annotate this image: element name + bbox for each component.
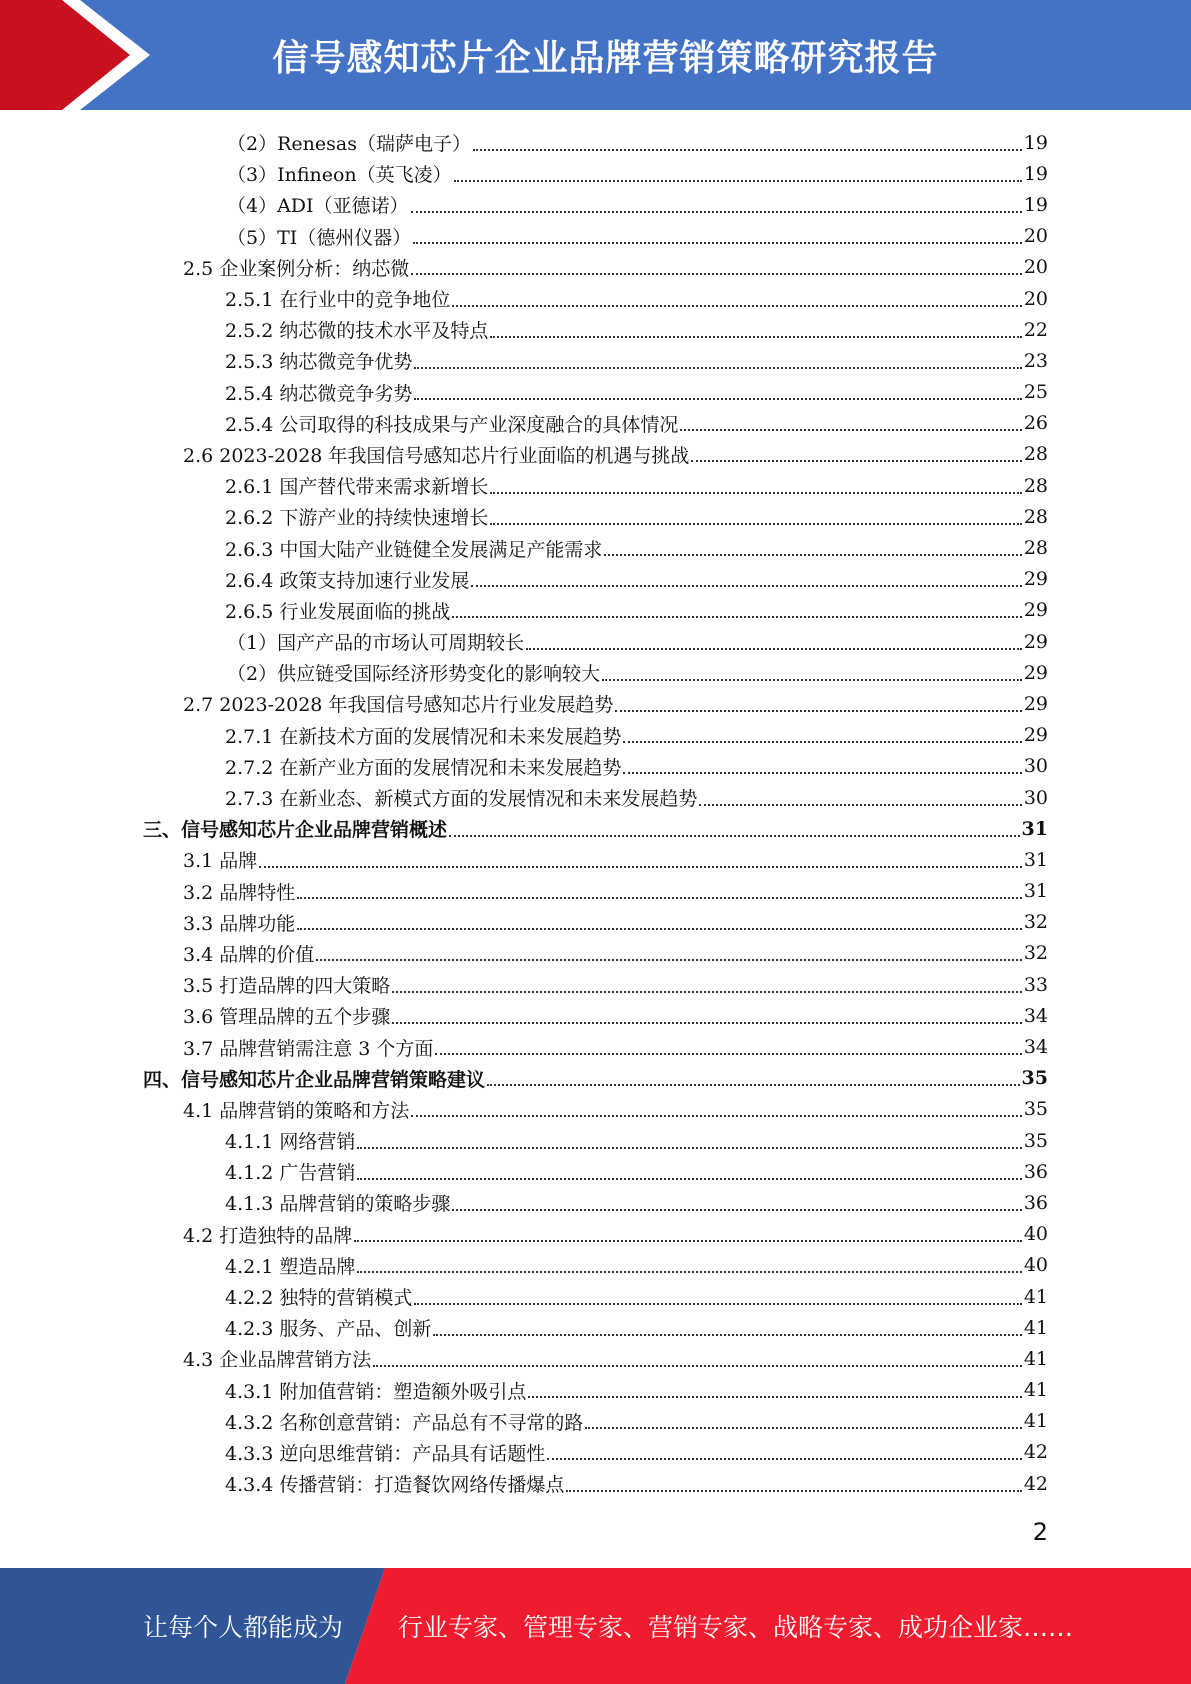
- toc-entry-title: 2.5.1 在行业中的竞争地位: [225, 289, 451, 312]
- toc-entry[interactable]: [0, 782, 1191, 813]
- toc-entry[interactable]: [0, 657, 1191, 688]
- toc-entry[interactable]: [0, 1250, 1191, 1281]
- toc-entry-page: 34: [1023, 1036, 1048, 1059]
- toc-entry[interactable]: [0, 408, 1191, 439]
- toc-dot-leader: [526, 648, 1022, 650]
- toc-entry-page: 23: [1023, 349, 1048, 372]
- toc-dot-leader: [471, 585, 1021, 587]
- toc-entry[interactable]: [0, 1125, 1191, 1156]
- toc-entry-title: （2）供应链受国际经济形势变化的影响较大: [227, 663, 601, 686]
- toc-dot-leader: [680, 429, 1021, 431]
- toc-entry-title: （1）国产产品的市场认可周期较长: [227, 632, 525, 655]
- toc-entry-page: 40: [1023, 1254, 1048, 1277]
- toc-entry-page: 20: [1023, 287, 1048, 310]
- toc-entry[interactable]: [0, 189, 1191, 220]
- toc-entry-page: 31: [1021, 817, 1048, 840]
- toc-dot-leader: [452, 305, 1021, 307]
- toc-entry-page: 35: [1021, 1067, 1048, 1090]
- toc-entry-title: 3.1 品牌: [183, 850, 258, 873]
- toc-entry-page: 29: [1023, 692, 1048, 715]
- toc-dot-leader: [414, 1303, 1021, 1305]
- toc-entry-title: 4.3 企业品牌营销方法: [183, 1349, 372, 1372]
- toc-entry[interactable]: [0, 751, 1191, 782]
- page-number: 2: [1032, 1518, 1048, 1546]
- page-header: [0, 0, 1191, 110]
- toc-entry-page: 31: [1023, 880, 1048, 903]
- toc-entry-title: 2.6.2 下游产业的持续快速增长: [225, 507, 489, 530]
- toc-dot-leader: [259, 866, 1022, 868]
- toc-entry-page: 30: [1023, 755, 1048, 778]
- toc-dot-leader: [392, 991, 1022, 993]
- toc-entry-title: 2.7.2 在新产业方面的发展情况和未来发展趋势: [225, 756, 622, 779]
- toc-dot-leader: [392, 1022, 1022, 1024]
- toc-entry[interactable]: [0, 252, 1191, 283]
- toc-entry-title: 3.5 打造品牌的四大策略: [183, 975, 391, 998]
- toc-entry-title: 3.4 品牌的价值: [183, 943, 315, 966]
- toc-entry-title: 3.7 品牌营销需注意 3 个方面: [183, 1037, 434, 1060]
- toc-entry-title: 2.7 2023-2028 年我国信号感知芯片行业发展趋势: [183, 694, 614, 717]
- toc-entry-title: （4）ADI（亚德诺）: [227, 195, 409, 218]
- toc-dot-leader: [357, 1147, 1021, 1149]
- toc-entry[interactable]: [0, 345, 1191, 376]
- toc-entry-page: 32: [1023, 911, 1048, 934]
- toc-entry-page: 22: [1023, 318, 1048, 341]
- toc-entry-title: 4.2.3 服务、产品、创新: [225, 1318, 432, 1341]
- toc-dot-leader: [615, 710, 1021, 712]
- toc-entry-title: 4.3.4 传播营销：打造餐饮网络传播爆点: [225, 1474, 565, 1497]
- toc-dot-leader: [316, 959, 1022, 961]
- toc-entry-title: （3）Infineon（英飞凌）: [227, 164, 452, 187]
- toc-entry-title: 4.2.1 塑造品牌: [225, 1255, 356, 1278]
- footer-slogan-right: 行业专家、管理专家、营销专家、战略专家、成功企业家……: [398, 1613, 1074, 1642]
- toc-entry-page: 29: [1023, 724, 1048, 747]
- toc-entry[interactable]: [0, 844, 1191, 875]
- toc-entry-page: 36: [1023, 1160, 1048, 1183]
- toc-entry-page: 19: [1023, 162, 1048, 185]
- toc-entry[interactable]: [0, 1156, 1191, 1187]
- toc-entry-page: 33: [1023, 973, 1048, 996]
- toc-dot-leader: [297, 928, 1022, 930]
- toc-entry[interactable]: [0, 439, 1191, 470]
- toc-entry[interactable]: [0, 688, 1191, 719]
- toc-entry[interactable]: [0, 1375, 1191, 1406]
- footer-slogan-left: 让每个人都能成为: [143, 1613, 344, 1642]
- toc-entry-title: 4.1 品牌营销的策略和方法: [183, 1099, 410, 1122]
- toc-entry-title: 4.2.2 独特的营销模式: [225, 1287, 413, 1310]
- toc-entry-title: 4.1.2 广告营销: [225, 1162, 356, 1185]
- toc-entry[interactable]: [0, 938, 1191, 969]
- toc-dot-leader: [411, 273, 1022, 275]
- toc-entry[interactable]: [0, 1468, 1191, 1499]
- toc-entry-page: 34: [1023, 1004, 1048, 1027]
- toc-entry[interactable]: [0, 1437, 1191, 1468]
- toc-dot-leader: [297, 897, 1022, 899]
- toc-dot-leader: [566, 1490, 1021, 1492]
- toc-entry-page: 41: [1023, 1379, 1048, 1402]
- toc-entry-page: 26: [1023, 412, 1048, 435]
- toc-entry-page: 41: [1023, 1347, 1048, 1370]
- toc-entry[interactable]: [0, 1281, 1191, 1312]
- table-of-contents: [0, 127, 1191, 1499]
- toc-entry-page: 41: [1023, 1285, 1048, 1308]
- toc-entry[interactable]: [0, 314, 1191, 345]
- toc-entry-page: 30: [1023, 786, 1048, 809]
- toc-entry[interactable]: [0, 1187, 1191, 1218]
- toc-entry[interactable]: [0, 1312, 1191, 1343]
- report-title: 信号感知芯片企业品牌营销策略研究报告: [272, 37, 939, 79]
- toc-dot-leader: [623, 772, 1021, 774]
- toc-entry-title: 2.5.2 纳芯微的技术水平及特点: [225, 320, 489, 343]
- toc-dot-leader: [490, 336, 1021, 338]
- toc-dot-leader: [414, 398, 1021, 400]
- toc-dot-leader: [411, 1115, 1022, 1117]
- toc-entry-page: 29: [1023, 568, 1048, 591]
- toc-dot-leader: [435, 1053, 1021, 1055]
- toc-entry-title: 2.5.3 纳芯微竞争优势: [225, 351, 413, 374]
- toc-entry-title: 4.1.3 品牌营销的策略步骤: [225, 1193, 451, 1216]
- toc-dot-leader: [354, 1240, 1022, 1242]
- toc-entry-page: 31: [1023, 848, 1048, 871]
- toc-entry-title: 2.5 企业案例分析：纳芯微: [183, 257, 410, 280]
- toc-dot-leader: [473, 149, 1022, 151]
- toc-entry[interactable]: [0, 501, 1191, 532]
- toc-entry[interactable]: [0, 876, 1191, 907]
- toc-entry[interactable]: [0, 595, 1191, 626]
- toc-entry-page: 35: [1023, 1098, 1048, 1121]
- toc-entry[interactable]: [0, 221, 1191, 252]
- toc-entry-page: 35: [1023, 1129, 1048, 1152]
- toc-entry-page: 28: [1023, 505, 1048, 528]
- toc-entry-title: 4.1.1 网络营销: [225, 1131, 356, 1154]
- toc-entry-page: 20: [1023, 256, 1048, 279]
- toc-entry-page: 32: [1023, 942, 1048, 965]
- toc-entry-page: 42: [1023, 1441, 1048, 1464]
- toc-entry-page: 20: [1023, 225, 1048, 248]
- toc-entry[interactable]: [0, 470, 1191, 501]
- toc-dot-leader: [547, 1458, 1021, 1460]
- toc-entry-title: 2.7.1 在新技术方面的发展情况和未来发展趋势: [225, 725, 622, 748]
- toc-dot-leader: [699, 804, 1021, 806]
- toc-dot-leader: [623, 741, 1021, 743]
- toc-entry-title: 4.3.2 名称创意营销：产品总有不寻常的路: [225, 1411, 584, 1434]
- toc-entry-page: 41: [1023, 1316, 1048, 1339]
- toc-entry[interactable]: [0, 283, 1191, 314]
- toc-entry-page: 19: [1023, 193, 1048, 216]
- toc-entry[interactable]: [0, 532, 1191, 563]
- toc-entry-page: 42: [1023, 1472, 1048, 1495]
- toc-entry[interactable]: [0, 813, 1191, 844]
- toc-dot-leader: [414, 367, 1021, 369]
- toc-dot-leader: [357, 1271, 1021, 1273]
- toc-entry-page: 29: [1023, 599, 1048, 622]
- toc-dot-leader: [452, 616, 1021, 618]
- toc-entry[interactable]: [0, 1343, 1191, 1374]
- toc-entry[interactable]: [0, 907, 1191, 938]
- toc-dot-leader: [604, 554, 1021, 556]
- toc-dot-leader: [452, 1209, 1021, 1211]
- toc-entry[interactable]: [0, 377, 1191, 408]
- toc-entry[interactable]: [0, 1094, 1191, 1125]
- toc-entry-title: 2.6 2023-2028 年我国信号感知芯片行业面临的机遇与挑战: [183, 444, 690, 467]
- toc-entry-title: 2.7.3 在新业态、新模式方面的发展情况和未来发展趋势: [225, 788, 698, 811]
- toc-dot-leader: [528, 1396, 1021, 1398]
- toc-entry-page: 29: [1023, 661, 1048, 684]
- toc-entry-page: 28: [1023, 537, 1048, 560]
- toc-entry[interactable]: [0, 158, 1191, 189]
- toc-entry-title: 3.2 品牌特性: [183, 881, 296, 904]
- toc-dot-leader: [585, 1427, 1021, 1429]
- toc-entry[interactable]: [0, 564, 1191, 595]
- toc-dot-leader: [487, 1084, 1020, 1086]
- toc-dot-leader: [691, 460, 1021, 462]
- toc-entry-title: 2.6.4 政策支持加速行业发展: [225, 569, 470, 592]
- toc-entry-page: 25: [1023, 381, 1048, 404]
- toc-entry-title: （5）TI（德州仪器）: [227, 226, 412, 249]
- toc-dot-leader: [490, 492, 1021, 494]
- toc-entry-title: 2.6.3 中国大陆产业链健全发展满足产能需求: [225, 538, 603, 561]
- toc-dot-leader: [411, 211, 1022, 213]
- toc-entry-page: 36: [1023, 1191, 1048, 1214]
- toc-entry-page: 28: [1023, 443, 1048, 466]
- toc-dot-leader: [449, 835, 1020, 837]
- toc-entry-page: 41: [1023, 1410, 1048, 1433]
- toc-entry-title: 2.5.4 公司取得的科技成果与产业深度融合的具体情况: [225, 413, 679, 436]
- toc-entry[interactable]: [0, 626, 1191, 657]
- toc-entry[interactable]: [0, 1063, 1191, 1094]
- toc-entry-title: 2.6.1 国产替代带来需求新增长: [225, 476, 489, 499]
- toc-entry[interactable]: [0, 1406, 1191, 1437]
- toc-dot-leader: [602, 679, 1022, 681]
- toc-dot-leader: [490, 523, 1021, 525]
- toc-entry[interactable]: [0, 1000, 1191, 1031]
- toc-entry-title: 三、信号感知芯片企业品牌营销概述: [143, 819, 448, 842]
- toc-entry-title: 4.3.3 逆向思维营销：产品具有话题性: [225, 1442, 546, 1465]
- toc-entry-title: （2）Renesas（瑞萨电子）: [227, 133, 471, 156]
- toc-entry-title: 4.3.1 附加值营销：塑造额外吸引点: [225, 1380, 527, 1403]
- toc-dot-leader: [433, 1334, 1021, 1336]
- toc-entry[interactable]: [0, 1219, 1191, 1250]
- toc-entry-title: 3.3 品牌功能: [183, 912, 296, 935]
- toc-dot-leader: [413, 242, 1022, 244]
- toc-entry-title: 3.6 管理品牌的五个步骤: [183, 1006, 391, 1029]
- toc-entry[interactable]: [0, 720, 1191, 751]
- toc-entry-page: 29: [1023, 630, 1048, 653]
- toc-entry[interactable]: [0, 1031, 1191, 1062]
- toc-entry[interactable]: [0, 969, 1191, 1000]
- toc-entry-title: 2.6.5 行业发展面临的挑战: [225, 600, 451, 623]
- toc-entry-title: 4.2 打造独特的品牌: [183, 1224, 353, 1247]
- toc-entry-title: 2.5.4 纳芯微竞争劣势: [225, 382, 413, 405]
- toc-entry-page: 19: [1023, 131, 1048, 154]
- toc-entry-page: 40: [1023, 1223, 1048, 1246]
- toc-dot-leader: [373, 1365, 1022, 1367]
- toc-dot-leader: [357, 1178, 1021, 1180]
- toc-entry-page: 28: [1023, 474, 1048, 497]
- page-footer: [0, 1568, 1191, 1684]
- toc-entry-title: 四、信号感知芯片企业品牌营销策略建议: [143, 1068, 486, 1091]
- toc-entry[interactable]: [0, 127, 1191, 158]
- toc-dot-leader: [454, 180, 1022, 182]
